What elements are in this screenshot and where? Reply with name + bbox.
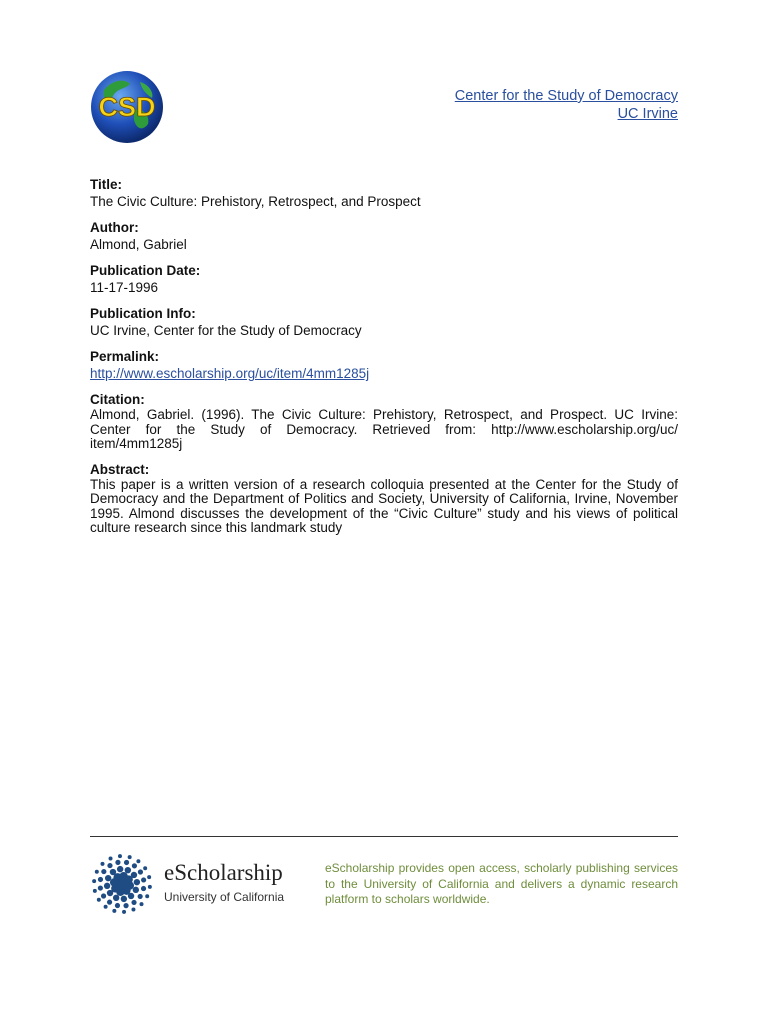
title-label: Title: [90,177,123,192]
logo-dot [125,867,131,873]
logo-dot [98,885,103,890]
citation-value: Almond, Gabriel. (1996). The Civic Culture: Prehistory, Retrospect, and Prospect. UC Irvine: Center for the Study of Democracy. Retrieved from: http://www.escholarship.org/uc/ item/4mm1285j [90,407,678,451]
logo-dot [124,860,129,865]
logo-dot [136,859,140,863]
logo-dot [101,893,106,898]
logo-dot [115,860,120,865]
escholarship-brand: eScholarship [164,860,283,885]
logo-dot [121,896,127,902]
escholarship-logo-icon [92,854,152,914]
csd-logo [90,70,164,144]
pubinfo-field [90,305,678,339]
logo-dot [132,863,137,868]
logo-dot [122,910,126,914]
logo-dot [147,875,151,879]
permalink-link[interactable]: http://www.escholarship.org/uc/item/4mm1285j [90,366,370,381]
logo-dot [141,886,146,891]
header-links [455,87,678,123]
logo-dot [138,894,143,899]
logo-dot [141,877,146,882]
date-field [90,262,678,296]
abstract-value: This paper is a written version of a research colloquia presented at the Center for the Study of Democracy and the Department of Politics and Society, University of California, Irvine, November 1995. Almond discusses the development of the “Civic Culture” study and his views of political culture research since this landmark study [90,476,678,535]
author-label: Author: [90,220,139,235]
logo-dot [123,903,128,908]
csd-logo-text: CSD [98,92,156,122]
logo-dot [128,893,134,899]
date-value: 11-17-1996 [90,280,159,295]
author-value: Almond, Gabriel [90,237,187,252]
date-label: Publication Date: [90,263,201,278]
logo-dot [104,883,110,889]
logo-dot [109,856,113,860]
logo-dot [98,877,103,882]
footer-divider [90,836,678,837]
logo-dot [115,903,120,908]
metadata-section [90,176,678,545]
logo-dot [148,885,152,889]
pubinfo-value: UC Irvine, Center for the Study of Democracy [90,323,362,338]
logo-dot [128,855,132,859]
logo-dot [107,900,112,905]
logo-dot [118,854,122,858]
logo-dot [97,898,101,902]
logo-dot [138,869,143,874]
logo-dot [133,887,139,893]
author-field [90,219,678,253]
abstract-field [90,461,678,536]
pubinfo-label: Publication Info: [90,306,196,321]
logo-dot [143,866,147,870]
logo-dot [92,879,96,883]
citation-label: Citation: [90,392,145,407]
logo-dot [100,862,104,866]
logo-dot [112,909,116,913]
title-field [90,176,678,210]
logo-dot [145,894,149,898]
logo-dot [101,869,106,874]
permalink-field [90,348,678,382]
logo-dot [117,866,123,872]
logo-dot [107,863,112,868]
center-link[interactable]: Center for the Study of Democracy [454,88,678,104]
escholarship-subtitle: University of California [164,890,285,904]
logo-dot [131,908,135,912]
logo-dot [140,902,144,906]
logo-dot [134,879,140,885]
logo-dot [93,889,97,893]
permalink-label: Permalink: [90,349,160,364]
logo-dot [110,869,116,875]
escholarship-blurb: eScholarship provides open access, scholarly publishing services to the University of California and delivers a dynamic research platform to scholars worldwide. [325,861,678,906]
title-value: The Civic Culture: Prehistory, Retrospect, and Prospect [90,194,421,209]
logo-dot [107,890,113,896]
citation-field [90,391,678,452]
logo-dot [113,895,119,901]
abstract-label: Abstract: [90,461,150,477]
logo-dot [131,872,137,878]
logo-dot [105,875,111,881]
logo-dot [95,870,99,874]
logo-dot [104,905,108,909]
logo-dot [131,900,136,905]
campus-link[interactable]: UC Irvine [617,106,678,122]
